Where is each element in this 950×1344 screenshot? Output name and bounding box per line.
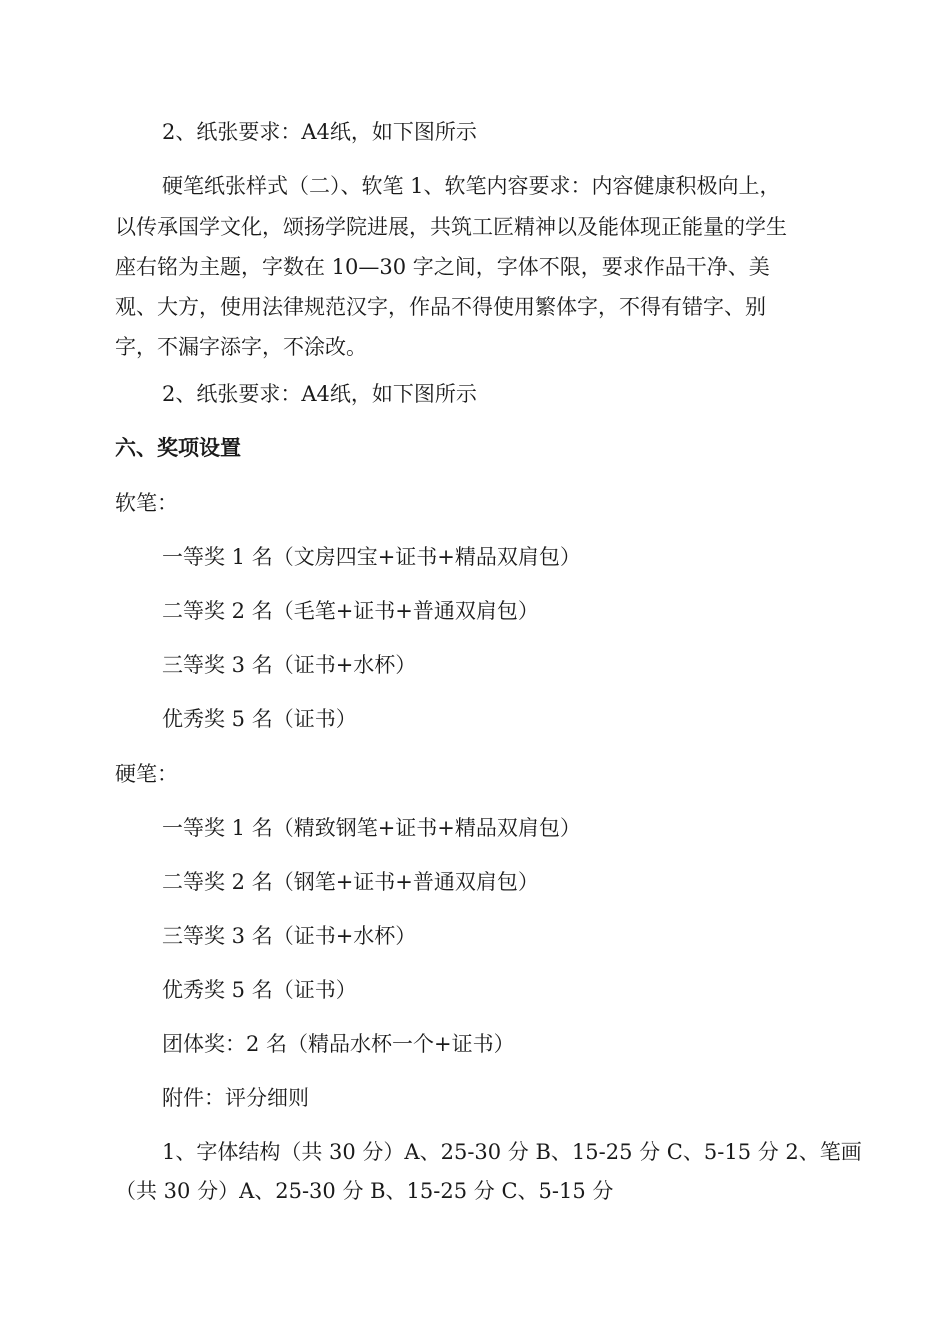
scoring-rules-line: 1、字体结构（共 30 分）A、25-30 分 B、15-25 分 C、5-15 分 2、笔画 [162,1140,862,1164]
scoring-rules-line: （共 30 分）A、25-30 分 B、15-25 分 C、5-15 分 [115,1179,614,1203]
soft-paper-requirement: 2、纸张要求：A4纸，如下图所示 [162,382,477,406]
hard-award-item: 一等奖 1 名（精致钢笔+证书+精品双肩包） [162,816,581,840]
soft-content-requirement-line: 座右铭为主题，字数在 10—30 字之间，字体不限，要求作品干净、美 [115,255,770,279]
soft-pen-label: 软笔： [115,491,178,515]
hard-pen-label: 硬笔： [115,762,178,786]
section-heading-awards: 六、奖项设置 [115,435,241,460]
soft-content-requirement-line: 观、大方，使用法律规范汉字，作品不得使用繁体字，不得有错字、别 [115,295,766,319]
soft-award-item: 一等奖 1 名（文房四宝+证书+精品双肩包） [162,545,581,569]
hard-award-item: 二等奖 2 名（钢笔+证书+普通双肩包） [162,870,539,894]
hard-award-item: 优秀奖 5 名（证书） [162,978,357,1002]
hard-award-item: 三等奖 3 名（证书+水杯） [162,924,417,948]
appendix-title: 附件：评分细则 [162,1086,309,1110]
soft-award-item: 三等奖 3 名（证书+水杯） [162,653,417,677]
soft-award-item: 二等奖 2 名（毛笔+证书+普通双肩包） [162,599,539,623]
soft-content-requirement-first-line: 硬笔纸张样式（二）、软笔 1、软笔内容要求：内容健康积极向上， [162,174,781,198]
soft-content-requirement-line: 以传承国学文化，颂扬学院进展，共筑工匠精神以及能体现正能量的学生 [115,215,787,239]
hard-paper-requirement: 2、纸张要求：A4纸，如下图所示 [162,120,477,144]
soft-award-item: 优秀奖 5 名（证书） [162,707,357,731]
soft-content-requirement-line: 字，不漏字添字，不涂改。 [115,335,367,359]
team-award-item: 团体奖：2 名（精品水杯一个+证书） [162,1032,515,1056]
